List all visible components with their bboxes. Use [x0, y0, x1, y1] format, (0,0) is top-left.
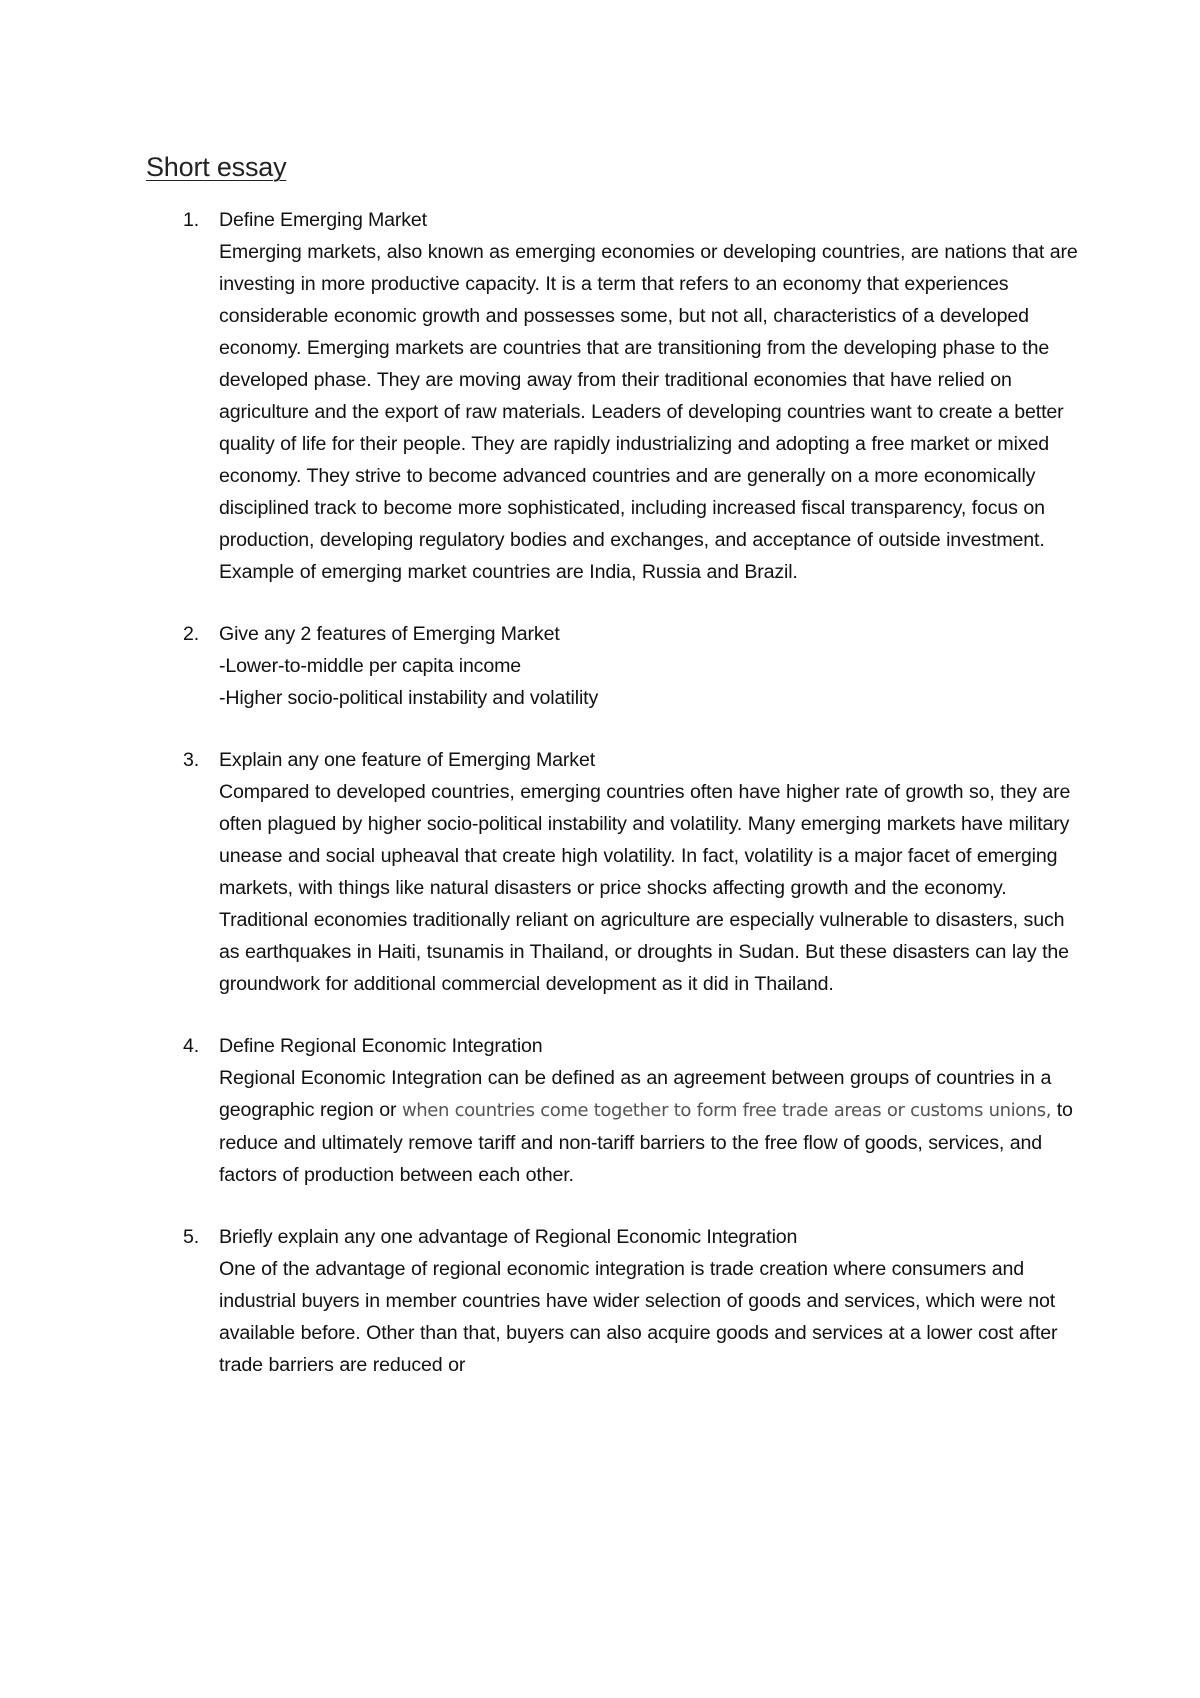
answer-text: One of the advantage of regional economic integration is trade creation where consumers and industrial buyers in member countries have wider selection of goods and services, which were not available before. Other than that, buyers can also acquire goods and services at a lower cost after trade barriers are reduced or [219, 1258, 1058, 1376]
answer-text: Emerging markets, also known as emerging economies or developing countries, are nations that are investing in more productive capacity. It is a term that refers to an economy that experiences considerable economic growth and possesses some, but not all, characteristics of a developed economy. Emerging markets are countries that are transitioning from the developing phase to the developed phase. They are moving away from their traditional economies that have relied on agriculture and the export of raw materials. Leaders of developing countries want to create a better quality of life for their people. They are rapidly industrializing and adopting a free market or mixed economy. They strive to become advanced countries and are generally on a more economically disciplined track to become more sophisticated, including increased fiscal transparency, focus on production, developing regulatory bodies and exchanges, and acceptance of outside investment. Example of emerging market countries are India, Russia and Brazil. [219, 241, 1078, 583]
question-number: 4. [183, 1035, 200, 1057]
question-text: Define Emerging Market [219, 209, 427, 231]
answer-segment: Regional Economic Integration can be defined as an agreement between groups of countries in a geographic region or [219, 1067, 1052, 1121]
question-item-2 [0, 618, 1081, 714]
question-text: Explain any one feature of Emerging Market [219, 749, 595, 771]
question-number: 1. [183, 209, 200, 231]
question-text: Define Regional Economic Integration [219, 1035, 543, 1057]
page-title: Short essay [146, 152, 287, 182]
question-number: 5. [183, 1226, 200, 1248]
question-item-3 [0, 744, 1081, 1000]
question-item-1 [0, 204, 1081, 588]
question-item-4 [0, 1030, 1081, 1191]
question-list [0, 204, 1200, 1381]
answer-line: -Higher socio-political instability and volatility [219, 687, 599, 709]
answer-segment-quoted: when countries come together to form free trade areas or customs unions, [401, 1100, 1052, 1121]
question-number: 2. [183, 623, 200, 645]
question-text: Give any 2 features of Emerging Market [219, 623, 560, 645]
question-text: Briefly explain any one advantage of Regional Economic Integration [219, 1226, 798, 1248]
answer-text: Compared to developed countries, emerging countries often have higher rate of growth so, they are often plagued by higher socio-political instability and volatility. Many emerging markets have military unease and social upheaval that create high volatility. In fact, volatility is a major facet of emerging markets, with things like natural disasters or price shocks affecting growth and the economy. Traditional economies traditionally reliant on agriculture are especially vulnerable to disasters, such as earthquakes in Haiti, tsunamis in Thailand, or droughts in Sudan. But these disasters can lay the groundwork for additional commercial development as it did in Thailand. [219, 781, 1071, 995]
answer-segment: to reduce and ultimately remove tariff and non-tariff barriers to the free flow of goods, services, and factors of production between each other. [219, 1099, 1073, 1186]
question-number: 3. [183, 749, 200, 771]
answer-line: -Lower-to-middle per capita income [219, 655, 521, 677]
question-item-5 [0, 1221, 1081, 1381]
answer-text [219, 1062, 1081, 1191]
